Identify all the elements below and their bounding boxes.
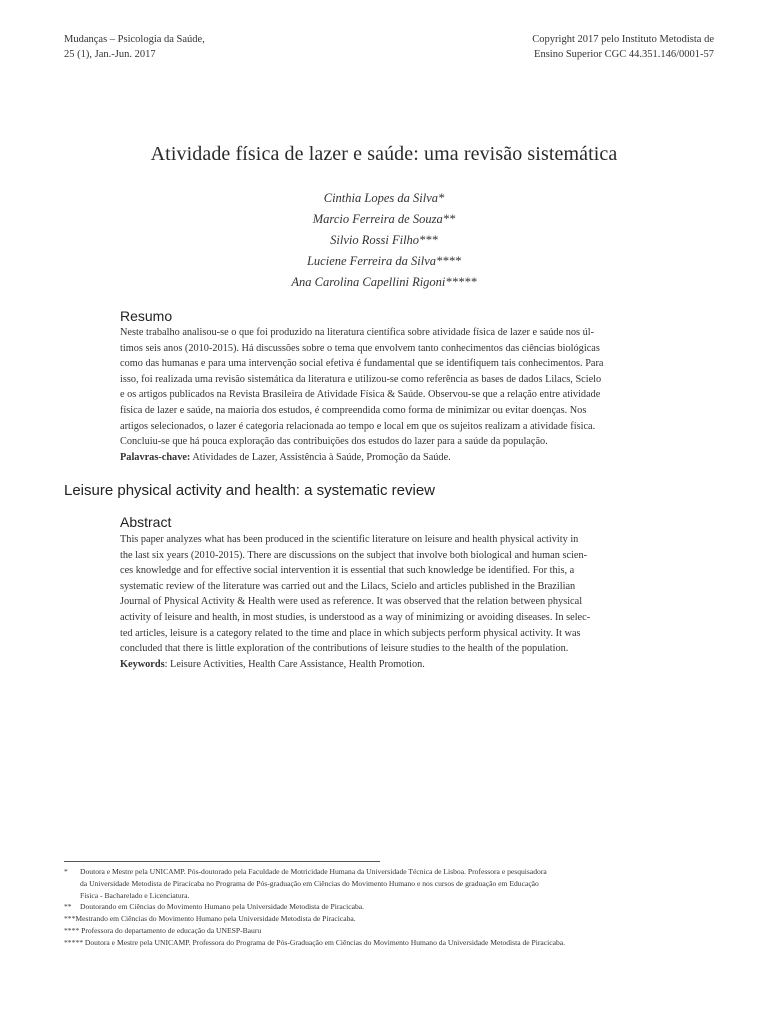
abstract-keywords [120, 657, 714, 673]
abstract-heading: Abstract [120, 514, 172, 530]
keywords-text: Atividades de Lazer, Assistência à Saúde, Promoção da Saúde. [190, 451, 451, 463]
footnote [64, 937, 716, 949]
resumo-line: timos seis anos (2010-2015). Há discussões sobre o tema que envolvem tanto conhecimentos das ciências biológicas [120, 342, 600, 354]
author-name: Cinthia Lopes da Silva* [323, 191, 445, 205]
paper-title: Atividade física de lazer e saúde: uma revisão sistemática [150, 143, 618, 165]
resumo-line: isso, foi realizada uma revisão sistemática da literatura e utilizou-se como referência as bases de dados Lilacs, Scielo [120, 373, 602, 385]
footnote-text: Mestrando em Ciências do Movimento Humano pela Universidade Metodista de Piracicaba. [75, 914, 356, 924]
footnote-text: Professora do departamento de educação da UNESP-Bauru [81, 925, 262, 935]
resumo-heading: Resumo [120, 308, 173, 324]
abstract-line: the last six years (2010-2015). There are discussions on the subject that involve both biological and human scien- [120, 549, 588, 561]
abstract-line: concluded that there is little exploration of the contributions of leisure studies to the health of the population. [120, 643, 569, 655]
footnote-divider [64, 861, 380, 862]
copyright-line: Copyright 2017 pelo Instituto Metodista de [532, 34, 714, 45]
footnote [64, 925, 716, 937]
footnote [64, 913, 716, 925]
copyright-header [532, 32, 714, 62]
resumo-line: física de lazer e saúde, na maioria dos estudos, é compreendida como forma de minimizar ou evitar doenças. Nos [120, 404, 587, 416]
footnote [64, 901, 716, 913]
footnote-marker: **** [64, 925, 80, 935]
resumo-body [120, 325, 714, 465]
journal-name: Mudanças – Psicologia da Saúde, [64, 34, 205, 45]
footnote-marker: *** [64, 914, 76, 924]
abstract-line: activity of leisure and health, in most studies, is understood as a way of minimizing or avoiding diseases. In selec- [120, 611, 591, 623]
publisher-id-line: Ensino Superior CGC 44.351.146/0001-57 [534, 49, 714, 60]
abstract-line: This paper analyzes what has been produced in the scientific literature on leisure and health physical activity in [120, 534, 579, 545]
keywords-text: : Leisure Activities, Health Care Assistance, Health Promotion. [164, 658, 425, 670]
footnote-text: Doutorando em Ciências do Movimento Humano pela Universidade Metodista de Piracicaba. [80, 902, 365, 912]
footnote [64, 866, 716, 878]
journal-header [64, 32, 205, 62]
author-list [0, 188, 768, 293]
footnote-marker: ** [64, 902, 72, 912]
keywords-label: Keywords [120, 658, 165, 670]
keywords-label: Palavras-chave: [120, 451, 191, 463]
footnote-text: Doutora e Mestre pela UNICAMP. Professora do Programa de Pós-Graduação em Ciências do Movimento Humano da Universidade Metodista de Piracicaba. [84, 937, 566, 947]
abstract-line: Journal of Physical Activity & Health were used as reference. It was observed that the relation between physical [120, 596, 583, 608]
resumo-line: e os artigos publicados na Revista Brasileira de Atividade Física & Saúde. Observou-se que a relação entre atividade [120, 389, 601, 401]
english-title: Leisure physical activity and health: a systematic review [64, 482, 436, 499]
footnotes [64, 866, 716, 949]
footnote-text: Física - Bacharelado e Licenciatura. [80, 890, 190, 900]
author-name: Marcio Ferreira de Souza** [312, 212, 456, 226]
author-name: Silvio Rossi Filho*** [330, 233, 438, 247]
abstract-line: systematic review of the literature was carried out and the Lilacs, Scielo and articles published in the Brazilian [120, 580, 576, 592]
footnote-text: Doutora e Mestre pela UNICAMP. Pós-doutorado pela Faculdade de Motricidade Humana da Universidade Técnica de Lisboa. Professora e pesquisadora [80, 867, 547, 876]
resumo-line: artigos selecionados, o lazer é categoria relacionada ao tempo e local em que os sujeitos realizam a atividade física. [120, 420, 596, 432]
author-name: Luciene Ferreira da Silva**** [306, 254, 462, 268]
footnote-marker: * [64, 867, 68, 876]
resumo-line: Concluiu-se que há pouca exploração das contribuições dos estudos do lazer para a saúde da população. [120, 436, 548, 448]
resumo-line: Neste trabalho analisou-se o que foi produzido na literatura científica sobre atividade física de lazer e saúde nos úl- [120, 327, 595, 338]
journal-issue: 25 (1), Jan.-Jun. 2017 [64, 49, 156, 60]
abstract-line: ted articles, leisure is a category related to the time and place in which subjects perform physical activity. It was [120, 627, 581, 639]
abstract-line: ces knowledge and for effective social intervention it is essential that such knowledge be identified. For this, a [120, 565, 575, 577]
resumo-keywords [120, 450, 714, 466]
abstract-body [120, 532, 714, 672]
author-name: Ana Carolina Capellini Rigoni***** [291, 275, 477, 289]
footnote-text: da Universidade Metodista de Piracicaba no Programa de Pós-graduação em Ciências do Movimento Humano e nos cursos de graduação em Educação [80, 878, 539, 888]
resumo-line: como das humanas e para uma intervenção social efetiva é fundamental que se identifiquem tais conhecimentos. Para [120, 358, 604, 370]
footnote-marker: ***** [64, 937, 83, 947]
